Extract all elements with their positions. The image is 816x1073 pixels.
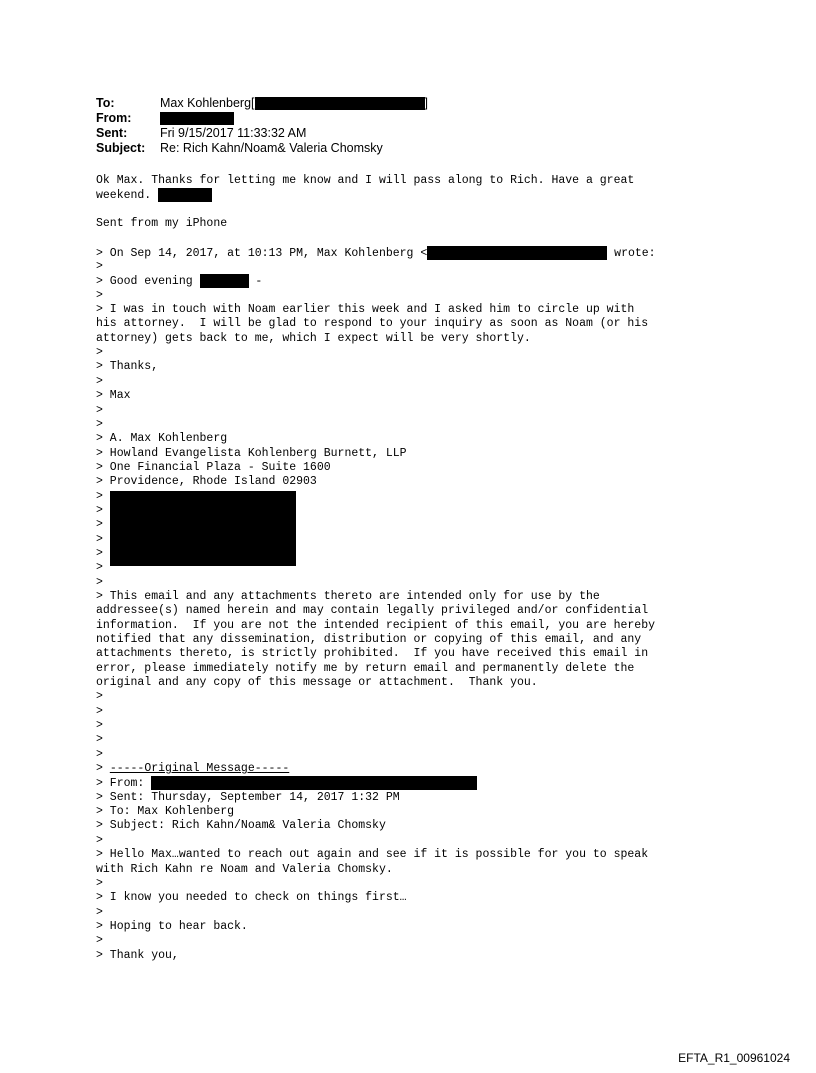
quote-marker: > bbox=[96, 747, 103, 761]
quote-marker: > bbox=[96, 489, 103, 503]
redaction-block bbox=[158, 188, 212, 202]
original-from-line bbox=[96, 776, 736, 790]
signature-line: > Howland Evangelista Kohlenberg Burnett, LLP bbox=[96, 446, 407, 460]
bracket-right: ] bbox=[424, 96, 428, 110]
quote-marker: > bbox=[96, 503, 103, 517]
original-message-divider bbox=[96, 762, 736, 776]
reply-line bbox=[96, 188, 736, 202]
quote-marker: > bbox=[96, 403, 103, 417]
quote-line: > Thanks, bbox=[96, 360, 159, 374]
quote-marker: > bbox=[96, 260, 103, 274]
subject-label: Subject: bbox=[96, 141, 146, 155]
sent-label: Sent: bbox=[96, 126, 128, 140]
reply-text: weekend. bbox=[96, 189, 159, 203]
original-sent-line: > Sent: Thursday, September 14, 2017 1:32 PM bbox=[96, 790, 400, 804]
quote-marker: > bbox=[96, 346, 103, 360]
disclaimer-line: addressee(s) named herein and may contain legally privileged and/or confidential bbox=[96, 604, 649, 618]
redaction-block bbox=[255, 97, 425, 110]
quote-line: > I was in touch with Noam earlier this week and I asked him to circle up with bbox=[96, 303, 635, 317]
quote-marker: > bbox=[96, 905, 103, 919]
quote-line: > Thank you, bbox=[96, 948, 179, 962]
quote-marker: > bbox=[96, 733, 103, 747]
reply-signature: Sent from my iPhone bbox=[96, 217, 228, 231]
subject-row bbox=[96, 141, 428, 156]
quote-marker: > bbox=[96, 719, 103, 733]
quote-header-text: wrote: bbox=[607, 246, 656, 260]
from-row bbox=[96, 111, 428, 126]
quote-line: with Rich Kahn re Noam and Valeria Chomsky. bbox=[96, 862, 393, 876]
greeting-text: > Good evening bbox=[96, 275, 200, 289]
from-value bbox=[160, 111, 234, 126]
quote-marker: > bbox=[96, 934, 103, 948]
quote-marker: > bbox=[96, 575, 103, 589]
disclaimer-line: original and any copy of this message or attachment. Thank you. bbox=[96, 676, 538, 690]
email-body bbox=[96, 174, 736, 963]
greeting-text: - bbox=[248, 275, 263, 289]
original-to-line: > To: Max Kohlenberg bbox=[96, 805, 235, 819]
from-label: From: bbox=[96, 111, 132, 125]
quote-marker: > bbox=[96, 546, 103, 560]
subject-value: Re: Rich Kahn/Noam& Valeria Chomsky bbox=[160, 141, 383, 155]
original-message-label: -----Original Message----- bbox=[109, 762, 290, 776]
document-id: EFTA_R1_00961024 bbox=[678, 1051, 790, 1065]
quote-line: > Hello Max…wanted to reach out again and see if it is possible for you to speak bbox=[96, 848, 649, 862]
reply-line: Ok Max. Thanks for letting me know and I will pass along to Rich. Have a great bbox=[96, 174, 635, 187]
quote-marker: > bbox=[96, 833, 103, 847]
quote-prefix: > bbox=[96, 762, 110, 776]
to-value bbox=[160, 96, 428, 111]
quote-marker: > bbox=[96, 518, 103, 532]
quote-marker: > bbox=[96, 876, 103, 890]
disclaimer-line: attachments thereto, is strictly prohibited. If you have received this email in bbox=[96, 647, 649, 661]
email-header bbox=[96, 96, 428, 156]
signature-line: > One Financial Plaza - Suite 1600 bbox=[96, 460, 331, 474]
quote-line: attorney) gets back to me, which I expect will be very shortly. bbox=[96, 331, 531, 345]
redaction-block bbox=[200, 274, 249, 288]
disclaimer-line: > This email and any attachments thereto are intended only for use by the bbox=[96, 589, 600, 603]
quote-marker: > bbox=[96, 561, 103, 575]
original-subject-line: > Subject: Rich Kahn/Noam& Valeria Chomsky bbox=[96, 819, 386, 833]
quote-marker: > bbox=[96, 417, 103, 431]
redaction-block bbox=[160, 112, 234, 125]
to-label: To: bbox=[96, 96, 115, 110]
quote-greeting bbox=[96, 274, 736, 288]
redacted-contact-block bbox=[96, 490, 736, 562]
quote-line: > Max bbox=[96, 389, 131, 403]
quote-marker: > bbox=[96, 532, 103, 546]
signature-line: > Providence, Rhode Island 02903 bbox=[96, 475, 317, 489]
quote-line: > Hoping to hear back. bbox=[96, 919, 248, 933]
quote-marker: > bbox=[96, 374, 103, 388]
disclaimer-line: information. If you are not the intended recipient of this email, you are hereby bbox=[96, 618, 655, 632]
disclaimer-line: notified that any dissemination, distribution or copying of this email, and any bbox=[96, 633, 642, 646]
original-from-label: > From: bbox=[96, 777, 152, 791]
to-name: Max Kohlenberg bbox=[160, 96, 252, 110]
quote-marker: > bbox=[96, 288, 103, 302]
quote-line: his attorney. I will be glad to respond to your inquiry as soon as Noam (or his bbox=[96, 317, 649, 331]
signature-line: > A. Max Kohlenberg bbox=[96, 432, 228, 446]
to-row bbox=[96, 96, 428, 111]
quote-marker: > bbox=[96, 704, 103, 718]
quote-marker: > bbox=[96, 690, 103, 704]
sent-value: Fri 9/15/2017 11:33:32 AM bbox=[160, 126, 307, 140]
redaction-block bbox=[427, 246, 607, 260]
sent-row bbox=[96, 126, 428, 141]
quote-header-text: > On Sep 14, 2017, at 10:13 PM, Max Kohlenberg < bbox=[96, 246, 428, 260]
redaction-block bbox=[151, 776, 477, 790]
quote-line: > I know you needed to check on things first… bbox=[96, 891, 407, 905]
disclaimer-line: error, please immediately notify me by return email and permanently delete the bbox=[96, 661, 635, 675]
quote-header-line bbox=[96, 246, 736, 260]
bracket-left: [ bbox=[251, 96, 255, 110]
